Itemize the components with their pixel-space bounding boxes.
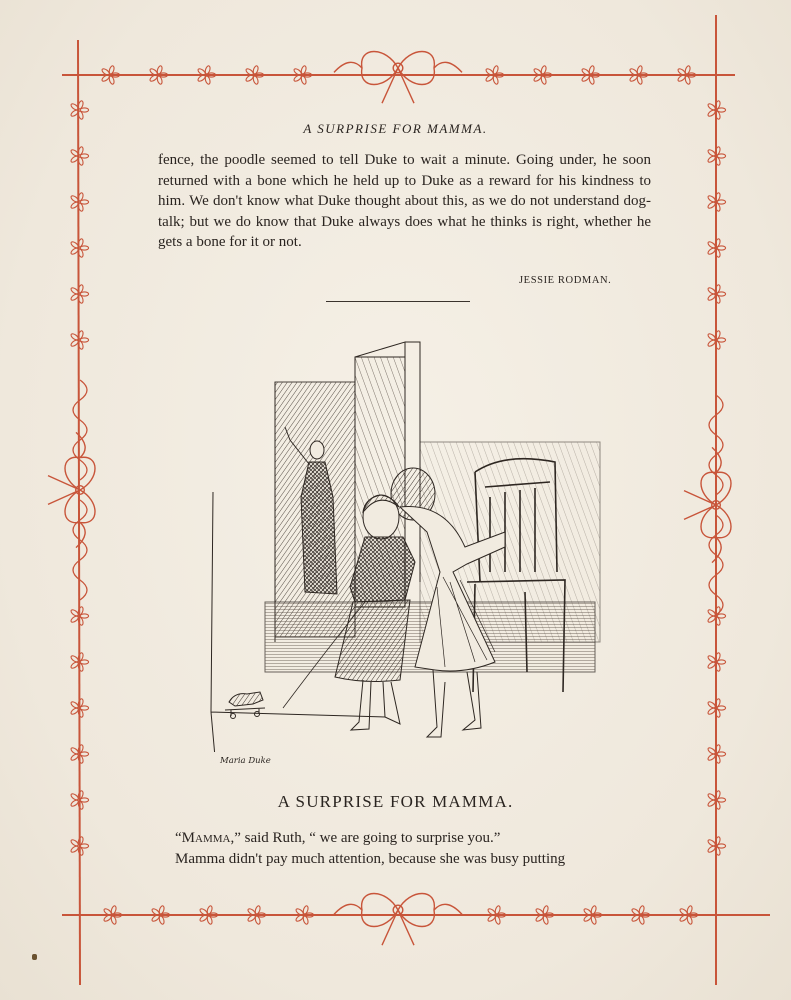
story-line-2: Mamma didn't pay much attention, because she was busy putting: [175, 850, 566, 867]
author-signature: JESSIE RODMAN.: [519, 275, 612, 286]
story-title: A SURPRISE FOR MAMMA.: [277, 792, 514, 811]
border-ribbon-bow: [48, 432, 95, 547]
mamma-smallcaps: Mamma: [181, 830, 231, 846]
previous-story-paragraph: [158, 150, 651, 253]
story-opening-paragraph: [175, 828, 651, 869]
open-quote: “: [175, 830, 182, 846]
artist-signature: Maria Duke: [220, 756, 271, 766]
border-ribbon-bow: [334, 894, 462, 946]
previous-story-text: fence, the poodle seemed to tell Duke to wait a minute. Going under, he soon returned with a bone which he held up to Duke as a reward for his kindness to him. We don't know what Duke thought about this, as we do not understand dog-talk; but we do know that Duke always does what he thinks is right, whether he gets a bone for it or not.: [158, 152, 651, 251]
story-line-1: [175, 828, 651, 849]
dialogue-rest: ,” said Ruth, “ we are going to surprise you.”: [230, 830, 501, 846]
border-ribbon-bow: [684, 447, 731, 562]
border-flower: [70, 146, 89, 166]
border-ribbon-twist: [73, 380, 87, 480]
paper-stain: [32, 954, 37, 960]
running-head: A SURPRISE FOR MAMMA.: [303, 121, 488, 136]
engraving-two-children-hugging: [205, 332, 605, 752]
section-divider: [326, 301, 470, 302]
border-flower: [70, 100, 89, 120]
border-ribbon-bow: [334, 52, 462, 104]
